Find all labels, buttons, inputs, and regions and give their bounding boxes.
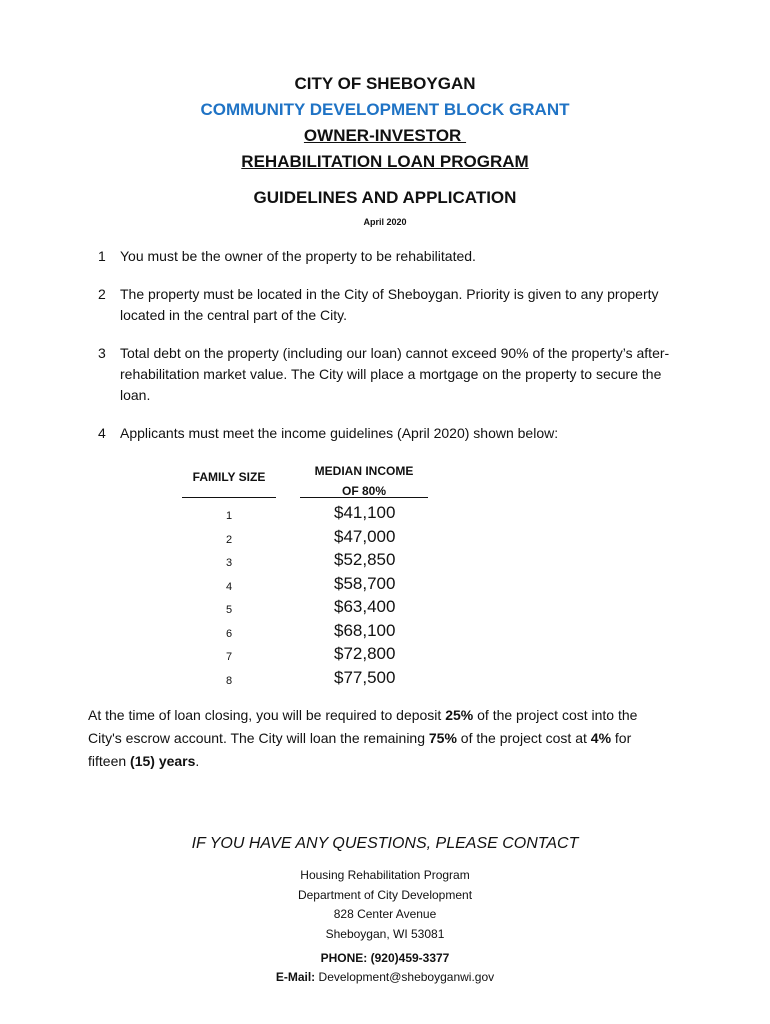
income-cell: $41,100	[334, 503, 396, 522]
income-cell: $63,400	[334, 597, 396, 616]
address-line: Housing Rehabilitation Program	[300, 868, 470, 882]
table-row	[182, 597, 432, 621]
email-link[interactable]: Development@sheboyganwi.gov	[315, 970, 495, 984]
header-underline	[182, 497, 276, 498]
family-size-cell: 3	[225, 557, 233, 569]
requirement-text: Total debt on the property (including our loan) cannot exceed 90% of the property’s after-rehabilitation market value. The City will place a mortgage on the property to secure the loan.	[120, 345, 670, 403]
income-cell: $58,700	[334, 573, 396, 593]
deposit-percent: 25%	[445, 707, 474, 723]
address-line: 828 Center Avenue	[333, 907, 437, 921]
requirement-text: The property must be located in the City of Sheboygan. Priority is given to any property located in the central part of the City.	[120, 286, 659, 323]
table-row	[182, 550, 432, 574]
address-line: Department of City Development	[297, 887, 473, 902]
owner-investor-title: OWNER-INVESTOR	[303, 126, 467, 145]
contact-email	[0, 970, 770, 984]
requirement-item	[98, 423, 678, 444]
family-size-cell: 2	[225, 533, 233, 546]
requirement-item	[98, 284, 678, 326]
document-date: April 2020	[363, 217, 407, 227]
family-size-cell: 1	[225, 510, 233, 522]
income-rows	[182, 503, 432, 691]
family-size-cell: 8	[225, 674, 233, 687]
requirement-text: Applicants must meet the income guidelines (April 2020) shown below:	[120, 425, 559, 441]
loan-term: (15) years	[130, 753, 196, 769]
family-size-header: FAMILY SIZE	[192, 470, 266, 484]
table-row	[182, 668, 432, 692]
family-size-cell: 5	[225, 604, 233, 616]
income-cell: $68,100	[334, 620, 396, 640]
city-title: CITY OF SHEBOYGAN	[294, 74, 476, 93]
loan-percent: 75%	[428, 730, 457, 746]
program-title: COMMUNITY DEVELOPMENT BLOCK GRANT	[200, 100, 570, 119]
requirement-number: 2	[98, 286, 106, 302]
requirement-number: 3	[98, 345, 106, 361]
table-row	[182, 621, 432, 645]
income-cell: $72,800	[334, 644, 396, 663]
median-income-header	[300, 461, 428, 501]
income-cell: $47,000	[334, 526, 396, 546]
table-row	[182, 574, 432, 598]
table-row	[182, 503, 432, 527]
requirement-item	[98, 246, 678, 267]
requirement-number: 4	[98, 425, 106, 441]
contact-heading: IF YOU HAVE ANY QUESTIONS, PLEASE CONTACT	[191, 835, 579, 852]
requirements-list	[98, 246, 678, 461]
family-size-cell: 6	[225, 627, 233, 640]
interest-rate: 4%	[590, 730, 612, 746]
loan-terms-text: of the project cost at	[456, 730, 591, 746]
contact-phone: PHONE: (920)459-3377	[320, 951, 450, 965]
loan-terms-text: for fifteen	[88, 730, 632, 769]
income-cell: $77,500	[334, 667, 396, 687]
family-size-cell: 7	[225, 651, 233, 663]
loan-terms-text: At the time of loan closing, you will be required to deposit	[88, 707, 446, 723]
table-row	[182, 644, 432, 668]
median-income-header-line2: OF 80%	[341, 484, 386, 498]
income-cell: $52,850	[334, 550, 396, 569]
loan-program-title: REHABILITATION LOAN PROGRAM	[241, 152, 529, 171]
loan-terms-text: of the project cost into the City's escrow account. The City will loan the remaining	[88, 707, 638, 746]
address-line: Sheboygan, WI 53081	[325, 926, 445, 941]
loan-terms-paragraph	[88, 704, 668, 773]
requirement-item	[98, 343, 678, 406]
contact-address	[0, 866, 770, 944]
email-label: E-Mail:	[275, 970, 316, 984]
table-row	[182, 527, 432, 551]
header-underline	[300, 497, 428, 498]
guidelines-title: GUIDELINES AND APPLICATION	[253, 188, 517, 207]
median-income-header-line1: MEDIAN INCOME	[314, 464, 414, 478]
family-size-cell: 4	[225, 580, 233, 593]
loan-terms-text: .	[195, 753, 200, 769]
requirement-number: 1	[98, 248, 106, 264]
requirement-text: You must be the owner of the property to be rehabilitated.	[120, 248, 476, 264]
